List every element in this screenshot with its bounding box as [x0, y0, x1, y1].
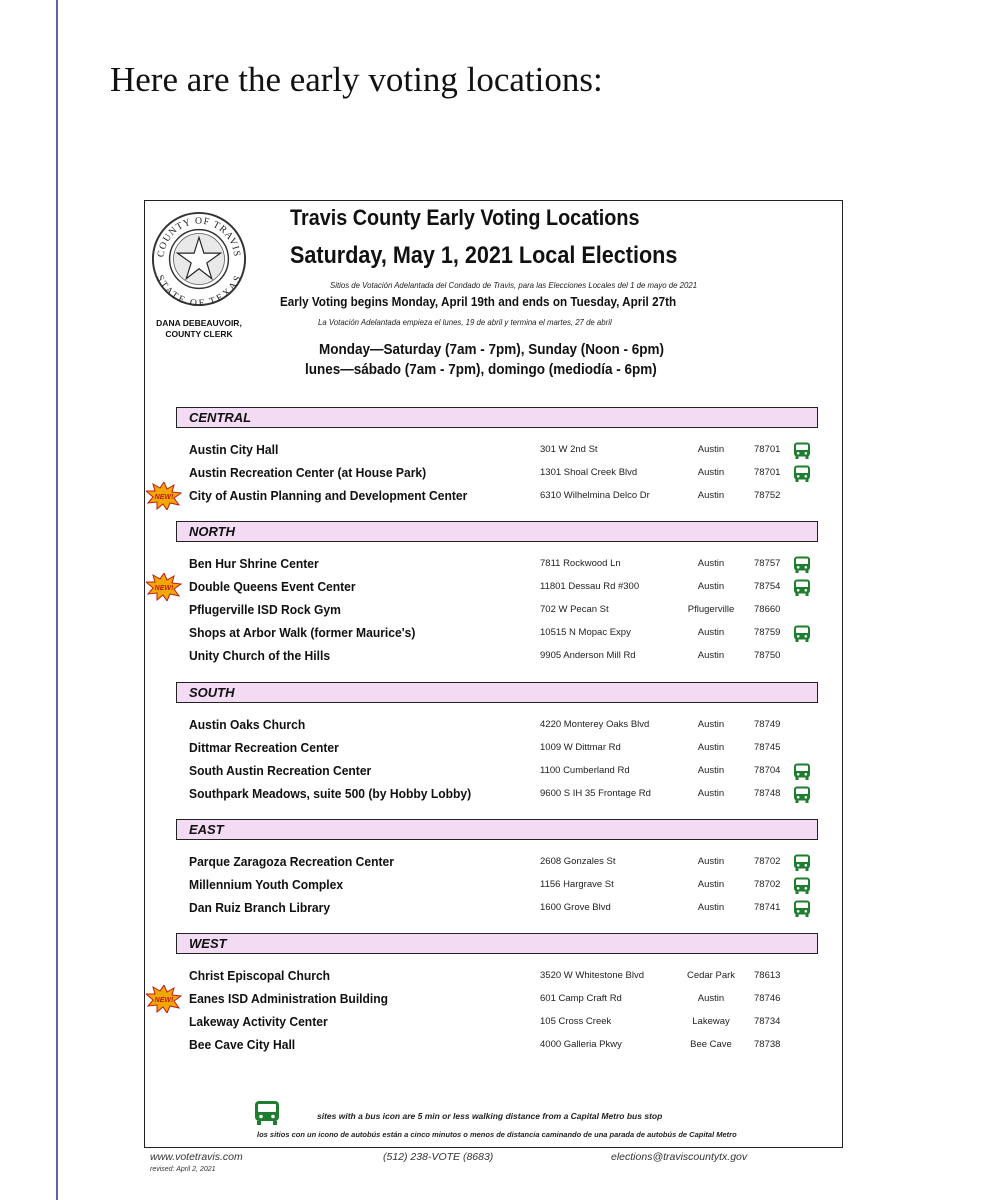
bus-icon	[793, 786, 811, 804]
location-name: Double Queens Event Center	[189, 579, 356, 594]
location-city: Austin	[697, 902, 725, 913]
section-title: NORTH	[189, 524, 235, 539]
location-address: 1100 Cumberland Rd	[540, 765, 630, 776]
location-row	[0, 441, 987, 461]
location-address: 6310 Wilhelmina Delco Dr	[540, 490, 650, 501]
location-row	[0, 601, 987, 621]
location-name: City of Austin Planning and Development Center	[189, 488, 468, 503]
location-city: Pflugerville	[687, 604, 735, 615]
bus-icon	[793, 854, 811, 872]
bus-icon	[793, 465, 811, 483]
location-address: 1156 Hargrave St	[540, 879, 614, 890]
location-city: Austin	[697, 765, 725, 776]
location-city: Austin	[697, 467, 725, 478]
location-zip: 78750	[754, 650, 781, 661]
location-address: 3520 W Whitestone Blvd	[540, 970, 645, 981]
location-zip: 78757	[754, 558, 781, 569]
location-address: 7811 Rockwood Ln	[540, 558, 621, 569]
bus-icon	[793, 442, 811, 460]
county-clerk	[140, 318, 258, 340]
location-zip: 78734	[754, 1016, 781, 1027]
location-name: Parque Zaragoza Recreation Center	[189, 854, 394, 869]
location-name: Eanes ISD Administration Building	[189, 991, 389, 1006]
bus-icon	[793, 763, 811, 781]
voting-hours-es: lunes—sábado (7am - 7pm), domingo (mediodía - 6pm)	[305, 361, 657, 378]
early-voting-dates-es: La Votación Adelantada empieza el lunes, 19 de abril y termina el martes, 27 de abril	[318, 317, 612, 327]
location-row	[0, 762, 987, 782]
location-row	[0, 1036, 987, 1056]
seal-text-bottom: STATE OF TEXAS	[153, 273, 245, 308]
section-title: WEST	[189, 936, 227, 951]
location-row	[0, 876, 987, 896]
location-city: Austin	[697, 558, 725, 569]
section-header-east	[176, 819, 818, 840]
section-header-central	[176, 407, 818, 428]
clerk-name: DANA DEBEAUVOIR,	[156, 318, 242, 328]
location-zip: 78613	[754, 970, 781, 981]
location-zip: 78702	[754, 856, 781, 867]
location-zip: 78754	[754, 581, 781, 592]
svg-text:NEW!: NEW!	[154, 997, 174, 1004]
location-name: Lakeway Activity Center	[189, 1014, 328, 1029]
location-address: 1301 Shoal Creek Blvd	[540, 467, 638, 478]
seal-text-top: COUNTY OF TRAVIS	[155, 215, 243, 258]
location-zip: 78701	[754, 467, 781, 478]
section-header-west	[176, 933, 818, 954]
location-zip: 78759	[754, 627, 781, 638]
footer-website[interactable]: www.votetravis.com	[150, 1151, 243, 1163]
bus-icon	[793, 877, 811, 895]
location-city: Austin	[697, 444, 725, 455]
location-address: 1600 Grove Blvd	[540, 902, 611, 913]
location-name: Bee Cave City Hall	[189, 1037, 296, 1052]
location-row	[0, 853, 987, 873]
location-zip: 78701	[754, 444, 781, 455]
bus-legend-es: los sitios con un icono de autobús están a cinco minutos o menos de distancia caminando de una parada de autobús de Capital Metro	[257, 1130, 737, 1139]
bus-icon	[793, 579, 811, 597]
location-address: 11801 Dessau Rd #300	[540, 581, 640, 592]
section-header-south	[176, 682, 818, 703]
location-zip: 78660	[754, 604, 781, 615]
early-voting-dates: Early Voting begins Monday, April 19th and ends on Tuesday, April 27th	[280, 294, 677, 309]
location-zip: 78738	[754, 1039, 781, 1050]
footer-phone: (512) 238-VOTE (8683)	[383, 1151, 494, 1163]
location-name: Ben Hur Shrine Center	[189, 556, 319, 571]
location-address: 702 W Pecan St	[540, 604, 609, 615]
section-title: CENTRAL	[189, 410, 252, 425]
location-row	[0, 487, 987, 507]
location-row	[0, 464, 987, 484]
location-address: 1009 W Dittmar Rd	[540, 742, 621, 753]
location-zip: 78749	[754, 719, 781, 730]
location-name: Millennium Youth Complex	[189, 877, 344, 892]
location-city: Austin	[697, 581, 725, 592]
county-seal-icon	[150, 210, 248, 308]
intro-text: Here are the early voting locations:	[110, 60, 603, 99]
location-address: 4000 Galleria Pkwy	[540, 1039, 622, 1050]
location-zip: 78702	[754, 879, 781, 890]
legend-bus-icon	[253, 1100, 281, 1126]
new-badge-icon	[146, 573, 182, 601]
location-row	[0, 967, 987, 987]
location-row	[0, 990, 987, 1010]
footer-revised: revised: April 2, 2021	[150, 1166, 216, 1173]
location-row	[0, 785, 987, 805]
location-row	[0, 739, 987, 759]
location-address: 9600 S IH 35 Frontage Rd	[540, 788, 651, 799]
voting-hours: Monday—Saturday (7am - 7pm), Sunday (Noon - 6pm)	[319, 341, 665, 358]
location-city: Lakeway	[692, 1016, 730, 1027]
location-city: Austin	[697, 650, 725, 661]
location-name: Unity Church of the Hills	[189, 648, 331, 663]
location-row	[0, 716, 987, 736]
location-city: Bee Cave	[690, 1039, 732, 1050]
location-row	[0, 555, 987, 575]
location-zip: 78704	[754, 765, 781, 776]
location-city: Austin	[697, 627, 725, 638]
location-zip: 78745	[754, 742, 781, 753]
location-name: Southpark Meadows, suite 500 (by Hobby Lobby)	[189, 786, 472, 801]
svg-text:NEW!: NEW!	[154, 494, 174, 501]
location-name: Austin Recreation Center (at House Park)	[189, 465, 427, 480]
location-address: 301 W 2nd St	[540, 444, 598, 455]
flyer-title: Travis County Early Voting Locations	[290, 205, 640, 230]
location-name: South Austin Recreation Center	[189, 763, 372, 778]
location-address: 9905 Anderson Mill Rd	[540, 650, 636, 661]
section-title: SOUTH	[189, 685, 235, 700]
location-name: Austin Oaks Church	[189, 717, 306, 732]
location-address: 10515 N Mopac Expy	[540, 627, 631, 638]
location-address: 4220 Monterey Oaks Blvd	[540, 719, 650, 730]
location-address: 105 Cross Creek	[540, 1016, 612, 1027]
bus-icon	[793, 900, 811, 918]
location-address: 601 Camp Craft Rd	[540, 993, 622, 1004]
clerk-title: COUNTY CLERK	[165, 329, 233, 339]
location-name: Pflugerville ISD Rock Gym	[189, 602, 341, 617]
bus-icon	[793, 625, 811, 643]
location-address: 2608 Gonzales St	[540, 856, 616, 867]
location-city: Austin	[697, 993, 725, 1004]
new-badge-icon	[146, 985, 182, 1013]
location-city: Austin	[697, 490, 725, 501]
location-row	[0, 899, 987, 919]
location-city: Austin	[697, 788, 725, 799]
svg-text:NEW!: NEW!	[154, 585, 174, 592]
location-name: Dittmar Recreation Center	[189, 740, 339, 755]
bus-legend: sites with a bus icon are 5 min or less walking distance from a Capital Metro bus stop	[317, 1111, 663, 1121]
bus-icon	[793, 556, 811, 574]
location-name: Austin City Hall	[189, 442, 279, 457]
flyer-subtitle-es: Sitios de Votación Adelantada del Condado de Travis, para las Elecciones Locales del 1 de mayo de 2021	[330, 280, 698, 290]
location-city: Cedar Park	[686, 970, 736, 981]
location-row	[0, 578, 987, 598]
location-zip: 78748	[754, 788, 781, 799]
location-zip: 78752	[754, 490, 781, 501]
location-city: Austin	[697, 742, 725, 753]
location-zip: 78741	[754, 902, 781, 913]
location-zip: 78746	[754, 993, 781, 1004]
footer-email[interactable]: elections@traviscountytx.gov	[611, 1151, 748, 1163]
location-row	[0, 624, 987, 644]
flyer-subtitle: Saturday, May 1, 2021 Local Elections	[290, 242, 678, 269]
location-name: Christ Episcopal Church	[189, 968, 331, 983]
location-row	[0, 1013, 987, 1033]
section-header-north	[176, 521, 818, 542]
new-badge-icon	[146, 482, 182, 510]
location-row	[0, 647, 987, 667]
location-city: Austin	[697, 856, 725, 867]
location-name: Shops at Arbor Walk (former Maurice's)	[189, 625, 416, 640]
location-city: Austin	[697, 719, 725, 730]
section-title: EAST	[189, 822, 224, 837]
location-name: Dan Ruiz Branch Library	[189, 900, 331, 915]
location-city: Austin	[697, 879, 725, 890]
